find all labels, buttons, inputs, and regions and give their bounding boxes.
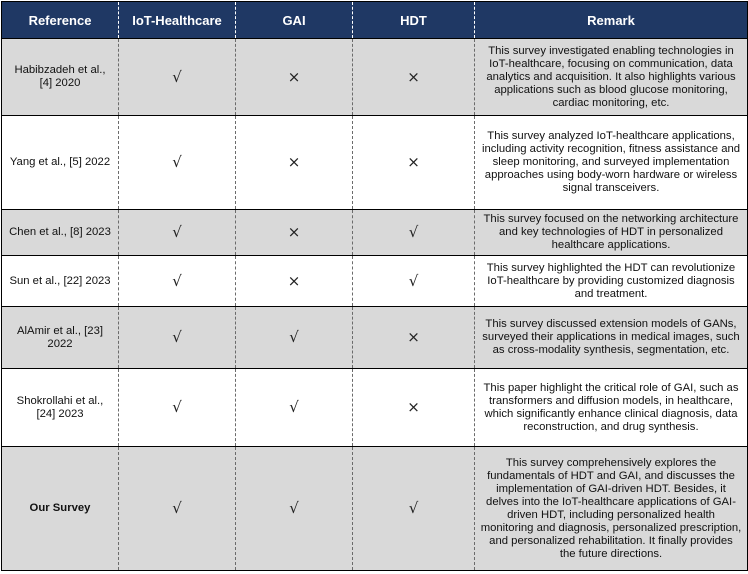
hdt-mark: √ [353, 256, 475, 307]
table-row [2, 210, 748, 256]
header-gai: GAI [236, 2, 353, 39]
iot-healthcare-mark: √ [119, 256, 236, 307]
header-iot-healthcare: IoT-Healthcare [119, 2, 236, 39]
table-row [2, 256, 748, 307]
reference-cell: Habibzadeh et al., [4] 2020 [2, 39, 119, 116]
header-hdt: HDT [353, 2, 475, 39]
iot-healthcare-mark: √ [119, 369, 236, 447]
reference-cell: Chen et al., [8] 2023 [2, 210, 119, 256]
gai-mark: × [236, 210, 353, 256]
iot-healthcare-mark: √ [119, 307, 236, 369]
table-row [2, 116, 748, 210]
reference-cell: Sun et al., [22] 2023 [2, 256, 119, 307]
reference-cell: Shokrollahi et al., [24] 2023 [2, 369, 119, 447]
hdt-mark: × [353, 307, 475, 369]
hdt-mark: × [353, 369, 475, 447]
hdt-mark: √ [353, 210, 475, 256]
hdt-mark: × [353, 116, 475, 210]
reference-cell: AlAmir et al., [23] 2022 [2, 307, 119, 369]
iot-healthcare-mark: √ [119, 447, 236, 571]
remark-cell: This survey discussed extension models of GANs, surveyed their applications in medical images, such as cross-modality synthesis, segmentation, etc. [475, 307, 748, 369]
table-row [2, 39, 748, 116]
gai-mark: × [236, 256, 353, 307]
table-row [2, 369, 748, 447]
table-header-row [2, 2, 748, 39]
gai-mark: × [236, 116, 353, 210]
iot-healthcare-mark: √ [119, 39, 236, 116]
gai-mark: × [236, 39, 353, 116]
hdt-mark: × [353, 39, 475, 116]
header-remark: Remark [475, 2, 748, 39]
remark-cell: This survey focused on the networking architecture and key technologies of HDT in personalized healthcare applications. [475, 210, 748, 256]
remark-cell: This survey investigated enabling technologies in IoT-healthcare, focusing on communication, data analytics and acquisition. It also highlights various applications such as blood glucose monitoring, cardiac monitoring, etc. [475, 39, 748, 116]
gai-mark: √ [236, 447, 353, 571]
survey-comparison-table [1, 1, 748, 571]
remark-cell: This survey highlighted the HDT can revolutionize IoT-healthcare by providing customized diagnosis and treatment. [475, 256, 748, 307]
reference-cell: Yang et al., [5] 2022 [2, 116, 119, 210]
gai-mark: √ [236, 369, 353, 447]
iot-healthcare-mark: √ [119, 116, 236, 210]
header-reference: Reference [2, 2, 119, 39]
table-row [2, 447, 748, 571]
remark-cell: This paper highlight the critical role of GAI, such as transformers and diffusion models, in healthcare, which significantly enhance clinical diagnosis, data reconstruction, and drug synthesis. [475, 369, 748, 447]
gai-mark: √ [236, 307, 353, 369]
reference-cell: Our Survey [2, 447, 119, 571]
iot-healthcare-mark: √ [119, 210, 236, 256]
remark-cell: This survey analyzed IoT-healthcare applications, including activity recognition, fitness assistance and sleep monitoring, and surveyed implementation approaches using body-worn hardware or wireless signal transceivers. [475, 116, 748, 210]
table-row [2, 307, 748, 369]
hdt-mark: √ [353, 447, 475, 571]
remark-cell: This survey comprehensively explores the fundamentals of HDT and GAI, and discusses the implementation of GAI-driven HDT. Besides, it delves into the IoT-healthcare applications of GAI-driven HDT, including personalized health monitoring and diagnosis, personalized prescription, and personalized rehabilitation. It finally provides the future directions. [475, 447, 748, 571]
